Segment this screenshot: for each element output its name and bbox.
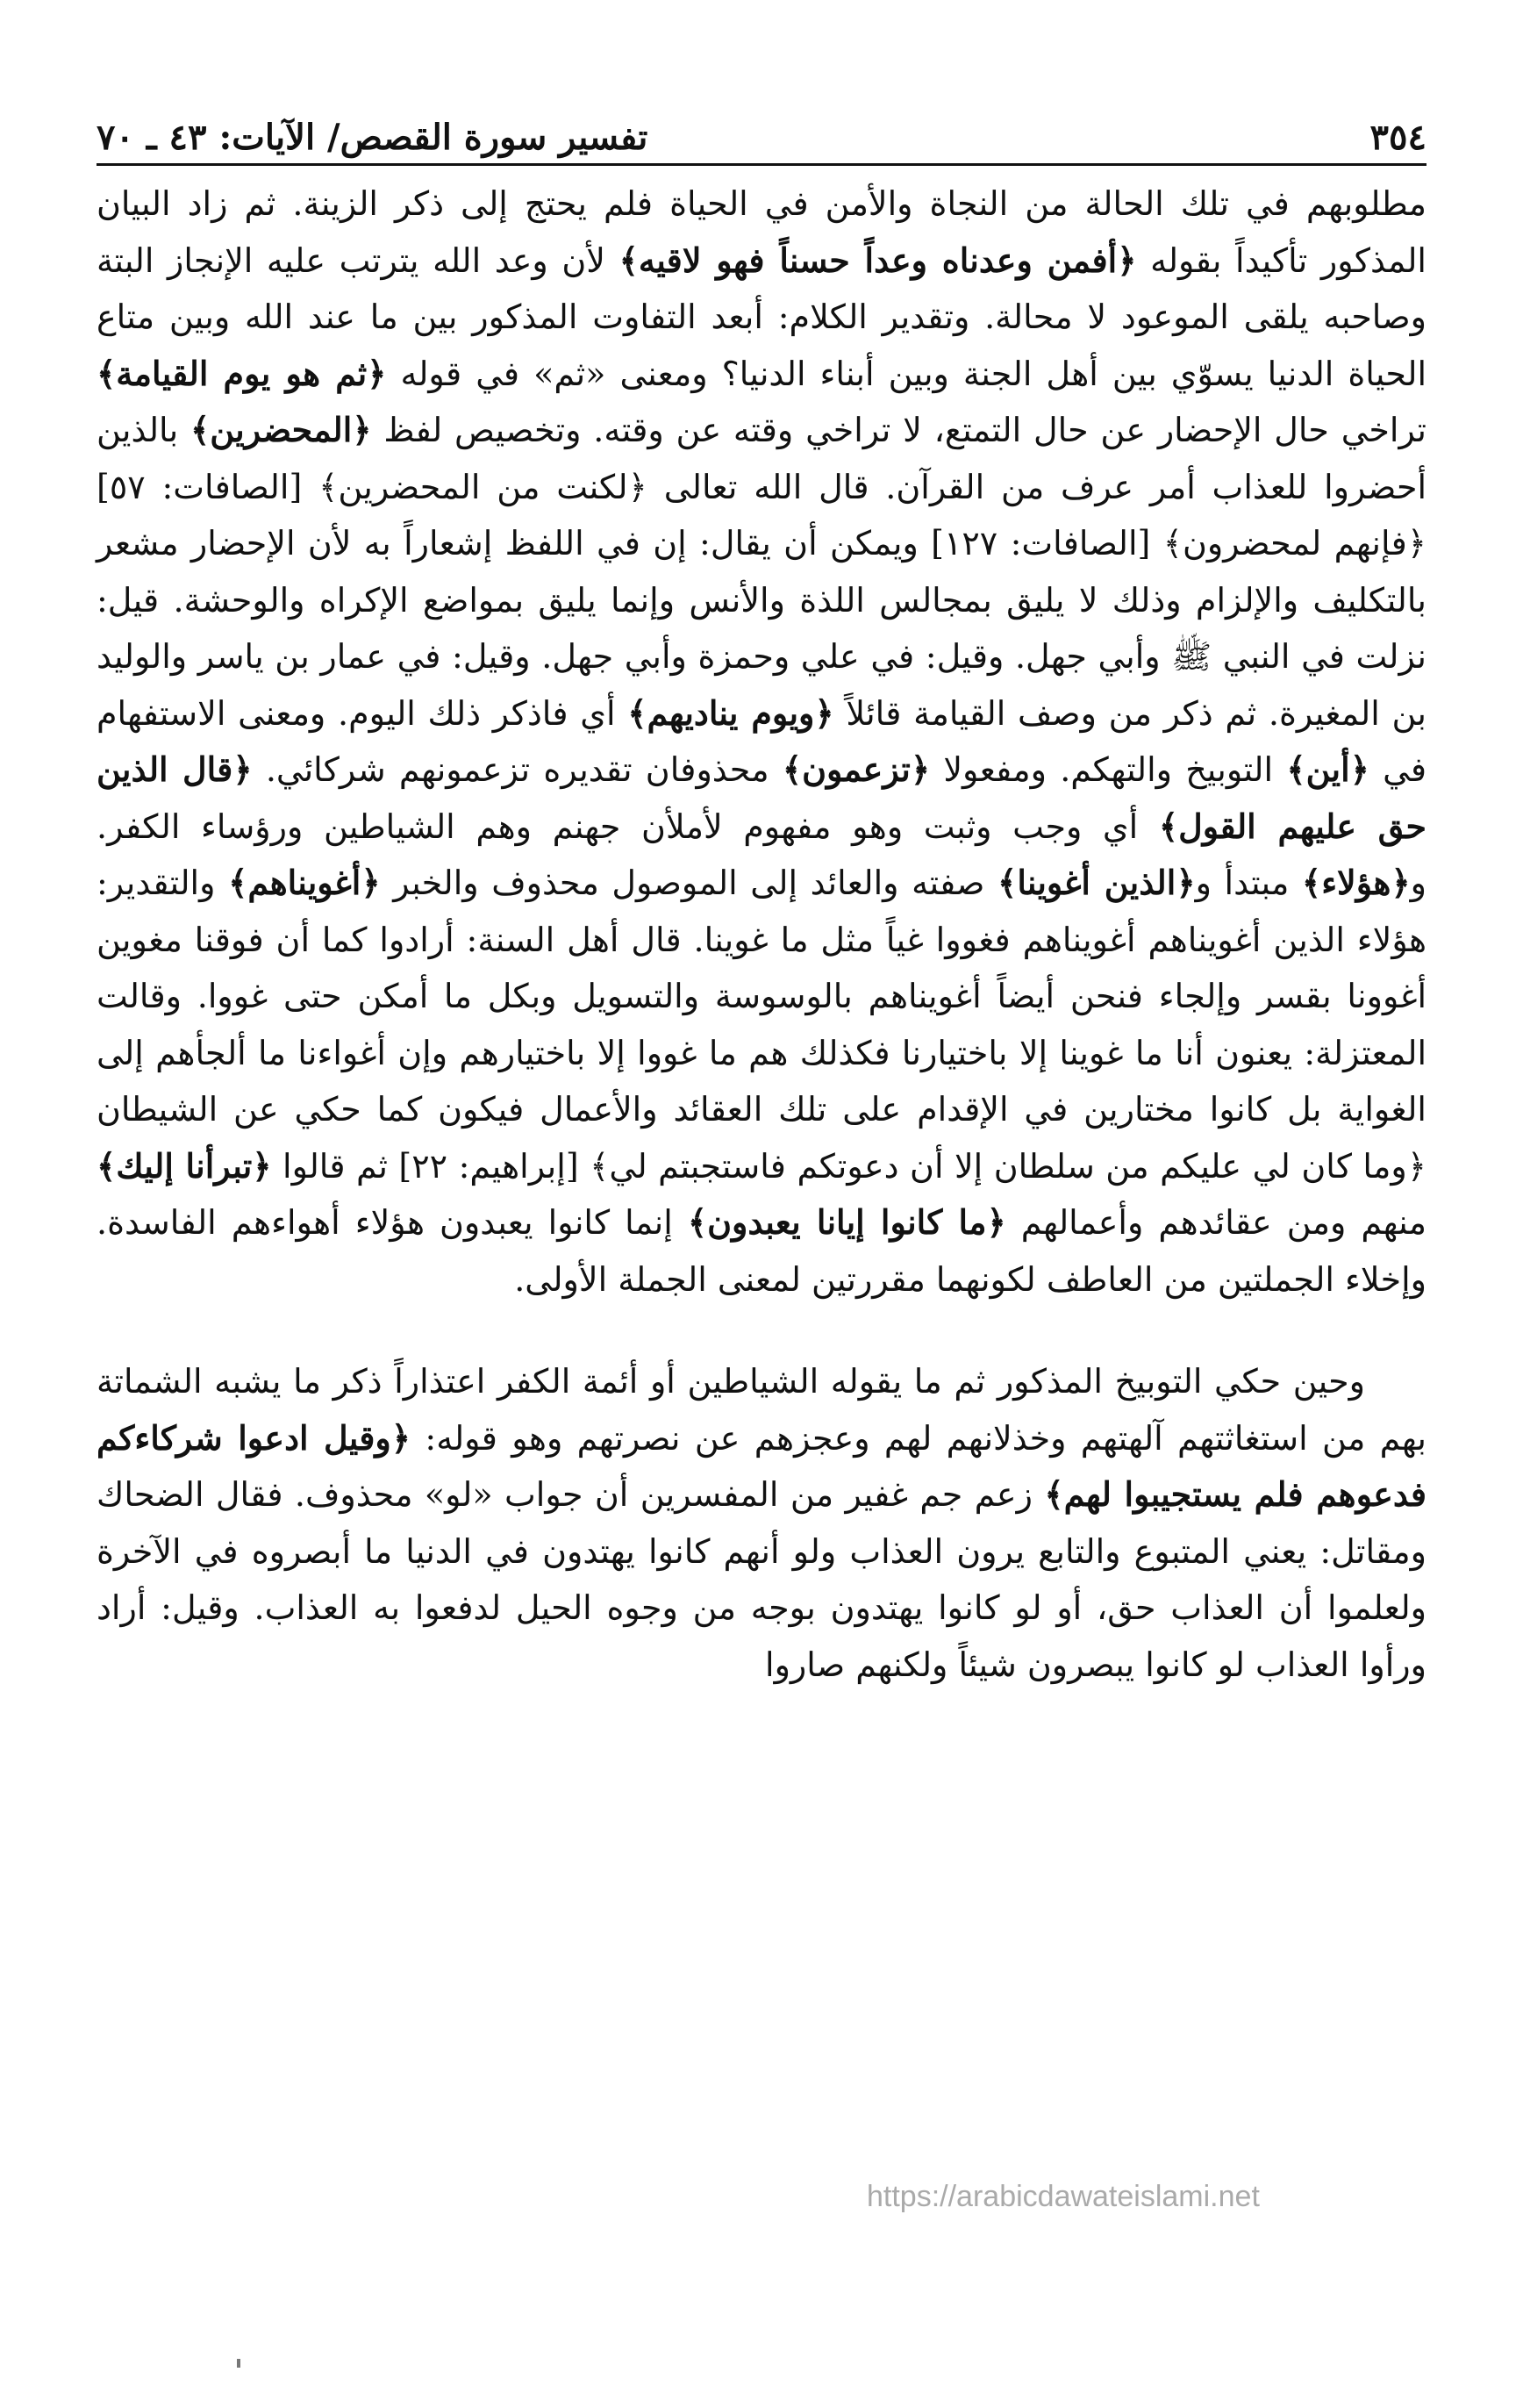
text-run: أي فاذكر ذلك اليوم. ومعنى الاستفهام في [97,693,1427,789]
quran-quote: ﴿الذين أغوينا﴾ [997,863,1196,902]
text-run: إنما كانوا يعبدون هؤلاء أهواءهم الفاسدة. وإخلاء الجملتين من العاطف لكونهما مقررتين لمعنى الجملة الأولى. [97,1203,1426,1299]
text-run: لأن وعد الله يترتب عليه الإنجاز البتة وصاحبه يلقى الموعود لا محالة. وتقدير الكلام: أبعد التفاوت المذكور بين ما عند الله وبين متاع الحياة الدنيا يسوّي بين أهل الجنة وبين أبناء الدنيا؟ ومعنى «ثم» في قوله [97,240,1427,393]
page-header [97,104,1426,158]
quran-quote: ﴿ثم هو يوم القيامة﴾ [97,353,387,393]
paragraph-1 [97,176,1426,1308]
header-divider [97,163,1426,166]
source-watermark: https://arabicdawateislami.net [867,2180,1260,2213]
text-run: وحين حكي التوبيخ المذكور ثم ما يقوله الشياطين أو أئمة الكفر اعتذاراً ذكر ما يشبه الشماتة بهم من استغاثتهم آلهتهم وخذلانهم لهم وعجزهم عن نصرتهم وهو قوله: [97,1362,1427,1458]
scan-speck [237,2359,240,2368]
text-run: محذوفان تقديره تزعمونهم شركائي. [252,750,783,789]
quran-quote: ﴿المحضرين﴾ [189,410,372,449]
text-run: مطلوبهم في تلك الحالة من النجاة والأمن في الحياة فلم يحتج إلى ذكر الزينة. ثم زاد البيان المذكور تأكيداً بقوله [97,184,1426,280]
running-title: تفسير سورة القصص/ الآيات: ٤٣ ـ ٧٠ [97,117,648,158]
text-run: أي وجب وثبت وهو مفهوم لأملأن جهنم وهم الشياطين ورؤساء الكفر. و [97,806,1427,902]
quran-quote: ﴿هؤلاء﴾ [1301,863,1411,902]
paragraph-2 [97,1353,1426,1693]
text-run: منهم ومن عقائدهم وأعمالهم [1005,1203,1427,1242]
text-run: تراخي حال الإحضار عن حال التمتع، لا تراخي وقته عن وقته. وتخصيص لفظ [371,411,1426,449]
text-run: التوبيخ والتهكم. ومفعولا [930,750,1287,789]
quran-quote: ﴿تزعمون﴾ [782,749,931,789]
text-run: مبتدأ و [1195,864,1302,902]
quran-quote: ﴿وقيل ادعوا شركاءكم فدعوهم فلم يستجيبوا لهم﴾ [97,1417,1426,1514]
text-run: زعم جم غفير من المفسرين أن جواب «لو» محذوف. فقال الضحاك ومقاتل: يعني المتبوع والتابع يرون العذاب ولو أنهم كانوا يهتدون في الدنيا ما أبصروه في الآخرة ولعلموا أن العذاب حق، أو لو كانوا يهتدون بوجه من وجوه الحيل لدفعوا به العذاب. وقيل: أراد ورأوا العذاب لو كانوا يبصرون شيئاً ولكنهم صاروا [97,1475,1426,1684]
quran-quote: ﴿ويوم يناديهم﴾ [627,692,834,733]
quran-quote: ﴿أفمن وعدناه وعداً حسناً فهو لاقيه﴾ [618,240,1137,280]
quran-quote: ﴿ما كانوا إيانا يعبدون﴾ [687,1202,1006,1242]
tafsir-body-text [97,176,1426,1693]
quran-quote: ﴿أين﴾ [1286,749,1369,789]
text-run: صفته والعائد إلى الموصول محذوف والخبر [380,864,998,902]
text-run: والتقدير: هؤلاء الذين أغويناهم أغويناهم فغووا غياً مثل ما غوينا. قال أهل السنة: أرادوا كما أن فوقنا مغوين أغوونا بقسر وإلجاء فنحن أيضاً أغويناهم بالوسوسة والتسويل وبكل ما أمكن حتى غووا. وقالت المعتزلة: يعنون أنا ما غوينا إلا باختيارنا فكذلك هم ما غووا إلا باختيارهم وإن أغواءنا ما ألجأهم إلى الغواية بل كانوا مختارين في الإقدام على تلك العقائد والأعمال فيكون كما حكي عن الشيطان ﴿وما كان لي عليكم من سلطان إلا أن دعوتكم فاستجبتم لي﴾ [إبراهيم: ٢٢] ثم قالوا [97,864,1426,1186]
page-number: ٣٥٤ [1369,117,1426,158]
quran-quote: ﴿قال الذين حق عليهم القول﴾ [97,749,1426,846]
quran-quote: ﴿تبرأنا إليك﴾ [97,1145,272,1186]
text-run: بالذين أحضروا للعذاب أمر عرف من القرآن. قال الله تعالى ﴿لكنت من المحضرين﴾ [الصافات: ٥٧] ﴿فإنهم لمحضرون﴾ [الصافات: ١٢٧] ويمكن أن يقال: إن في اللفظ إشعاراً به لأن الإحضار مشعر بالتكليف والإلزام وذلك لا يليق بمجالس اللذة والأنس وإنما يليق بمواضع الإكراه والوحشة. قيل: نزلت في النبي ﷺ وأبي جهل. وقيل: في علي وحمزة وأبي جهل. وقيل: في عمار بن ياسر والوليد بن المغيرة. ثم ذكر من وصف القيامة قائلاً [97,411,1427,733]
paragraph-spacer [97,1308,1426,1353]
quran-quote: ﴿أغويناهم﴾ [228,863,381,902]
